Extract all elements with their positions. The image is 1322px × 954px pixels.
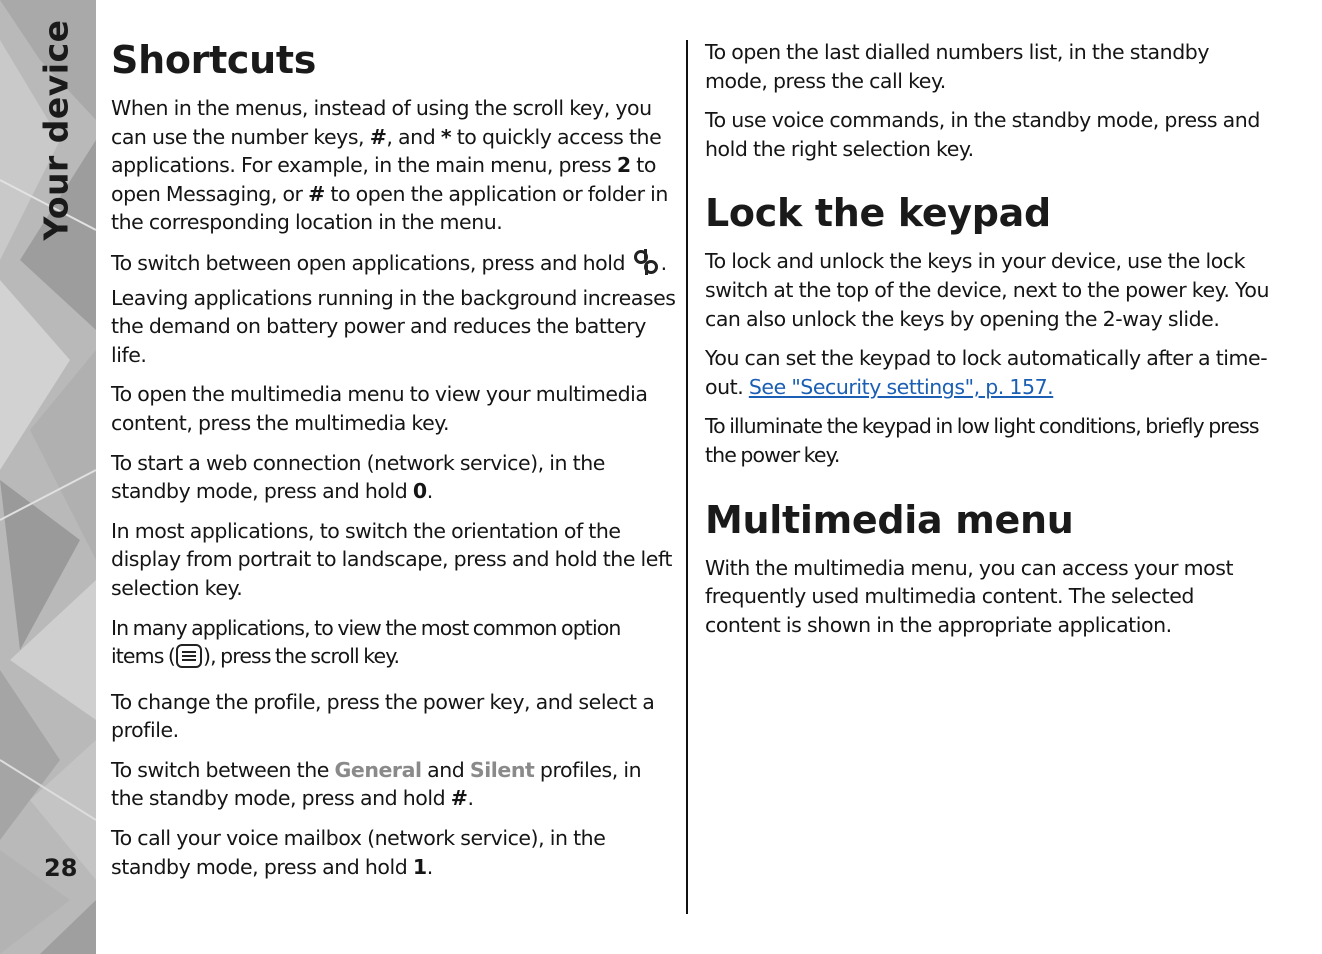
right-column <box>705 38 1273 650</box>
paragraph-multimedia-menu: To open the multimedia menu to view your multimedia content, press the multimedia key. <box>111 382 648 435</box>
paragraph-illuminate: To illuminate the keypad in low light conditions, briefly press the power key. <box>705 414 1259 467</box>
security-settings-link[interactable]: See "Security settings", p. 157. <box>748 374 1054 399</box>
paragraph-switch-apps: To switch between open applications, press and hold . Leaving applications running in the background increases the demand on battery power and reduces the battery life. <box>111 248 677 369</box>
paragraph-number-keys: When in the menus, instead of using the scroll key, you can use the number keys, #, and * to quickly access the applications. For example, in the main menu, press 2 to open Messaging, or # to open the application or folder in the corresponding location in the menu. <box>111 96 668 235</box>
multimedia-menu-heading: Multimedia menu <box>705 497 1074 542</box>
paragraph-orientation: In most applications, to switch the orientation of the display from portrait to landscape, press and hold the left selection key. <box>111 518 672 600</box>
paragraph-option-items: In many applications, to view the most common option items ( ), press the scroll key. <box>111 614 677 677</box>
paragraph-web-connection: To start a web connection (network service), in the standby mode, press and hold 0. <box>111 450 605 504</box>
options-icon <box>175 643 203 677</box>
section-label: Your device <box>36 19 76 241</box>
paragraph-voice-mailbox: To call your voice mailbox (network service), in the standby mode, press and hold 1. <box>111 826 606 879</box>
sidebar <box>0 0 96 954</box>
paragraph-switch-profiles: To switch between the General and Silent profiles, in the standby mode, press and hold #. <box>111 757 642 811</box>
paragraph-multimedia-content: With the multimedia menu, you can access your most frequently used multimedia content. The selected content is shown in the appropriate application. <box>705 555 1234 637</box>
lock-keypad-heading: Lock the keypad <box>705 191 1051 236</box>
column-divider <box>686 40 688 914</box>
paragraph-voice-commands: To use voice commands, in the standby mode, press and hold the right selection key. <box>705 108 1260 161</box>
page-number: 28 <box>44 854 78 882</box>
paragraph-dialled-numbers: To open the last dialled numbers list, in the standby mode, press the call key. <box>705 40 1210 93</box>
left-column <box>111 38 677 892</box>
paragraph-lock-switch: To lock and unlock the keys in your device, use the lock switch at the top of the device, next to the power key. You can also unlock the keys by opening the 2-way slide. <box>705 249 1269 331</box>
paragraph-change-profile: To change the profile, press the power key, and select a profile. <box>111 689 655 743</box>
menu-key-icon <box>631 248 661 284</box>
shortcuts-heading: Shortcuts <box>111 38 317 82</box>
paragraph-auto-lock: You can set the keypad to lock automatically after a time-out. See "Security settings", p. 157. <box>705 346 1268 399</box>
